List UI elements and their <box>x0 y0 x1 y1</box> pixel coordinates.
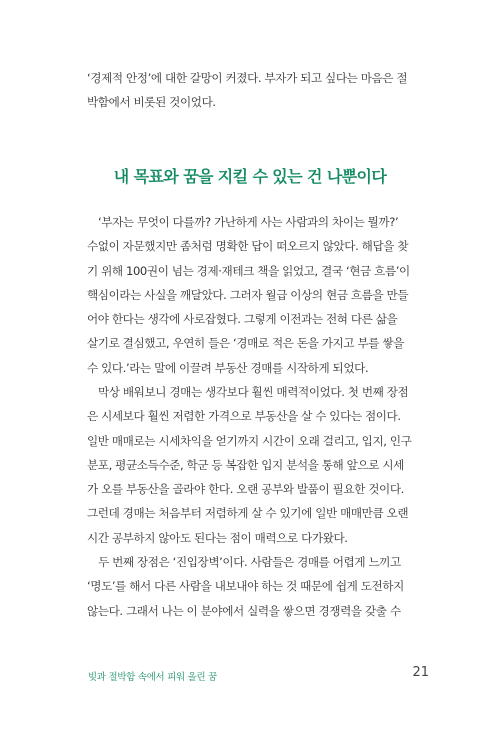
text-line: 막상 배워보니 경매는 생각보다 훨씬 매력적이었다. 첫 번째 장점 <box>98 385 409 399</box>
intro-paragraph <box>87 66 428 115</box>
text-line: 분포, 평균소득수준, 학군 등 복잡한 입지 분석을 통해 앞으로 시세 <box>87 457 404 472</box>
text-line: ‘명도’를 해서 다른 사람을 내보내야 하는 것 때문에 쉽게 도전하지 <box>87 579 404 594</box>
text-line: 수없이 자문했지만 좀처럼 명확한 답이 떠오르지 않았다. 해답을 찾 <box>87 239 409 254</box>
text-line: 수 있다.’라는 말에 이끌려 부동산 경매를 시작하게 되었다. <box>87 360 369 375</box>
running-footer-title: 빚과 절박함 속에서 피워 올린 꿈 <box>88 672 218 683</box>
text-line: 어야 한다는 생각에 사로잡혔다. 그렇게 이전과는 전혀 다른 삶을 <box>87 312 398 327</box>
body-paragraph-1 <box>87 210 428 380</box>
text-line: 가 오를 부동산을 골라야 한다. 오랜 공부와 발품이 필요한 것이다. <box>87 482 404 497</box>
text-line: 그런데 경매는 처음부터 저렴하게 살 수 있기에 일반 매매만큼 오랜 <box>87 506 409 521</box>
text-line: 두 번째 장점은 ‘진입장벽’이다. 사람들은 경매를 어렵게 느끼고 <box>98 555 401 569</box>
section-heading: 내 목표와 꿈을 지킬 수 있는 건 나뿐이다 <box>113 167 387 186</box>
body-paragraph-2 <box>87 380 428 550</box>
text-line: 일반 매매로는 시세차익을 얻기까지 시간이 오래 걸리고, 입지, 인구 <box>87 433 412 448</box>
text-line: 은 시세보다 훨씬 저렴한 가격으로 부동산을 살 수 있다는 점이다. <box>87 409 401 424</box>
page-number: 21 <box>412 665 429 680</box>
text-line: 않는다. 그래서 나는 이 분야에서 실력을 쌓으면 경쟁력을 갖출 수 <box>87 603 401 618</box>
text-line: 박함에서 비롯된 것이었다. <box>87 95 216 110</box>
text-line: ‘경제적 안정’에 대한 갈망이 커졌다. 부자가 되고 싶다는 마음은 절 <box>87 71 408 85</box>
text-line: 핵심이라는 사실을 깨달았다. 그러자 월급 이상의 현금 흐름을 만들 <box>87 287 409 302</box>
body-paragraph-3 <box>87 550 428 623</box>
text-line: 기 위해 100권이 넘는 경제·재테크 책을 읽었고, 결국 ‘현금 흐름’이 <box>87 263 410 278</box>
text-line: 살기로 결심했고, 우연히 들은 ‘경매로 적은 돈을 가지고 부를 쌓을 <box>87 336 404 351</box>
text-line: ‘부자는 무엇이 다를까? 가난하게 사는 사람과의 차이는 뭘까?’ <box>98 215 399 229</box>
text-line: 시간 공부하지 않아도 된다는 점이 매력으로 다가왔다. <box>87 530 348 545</box>
